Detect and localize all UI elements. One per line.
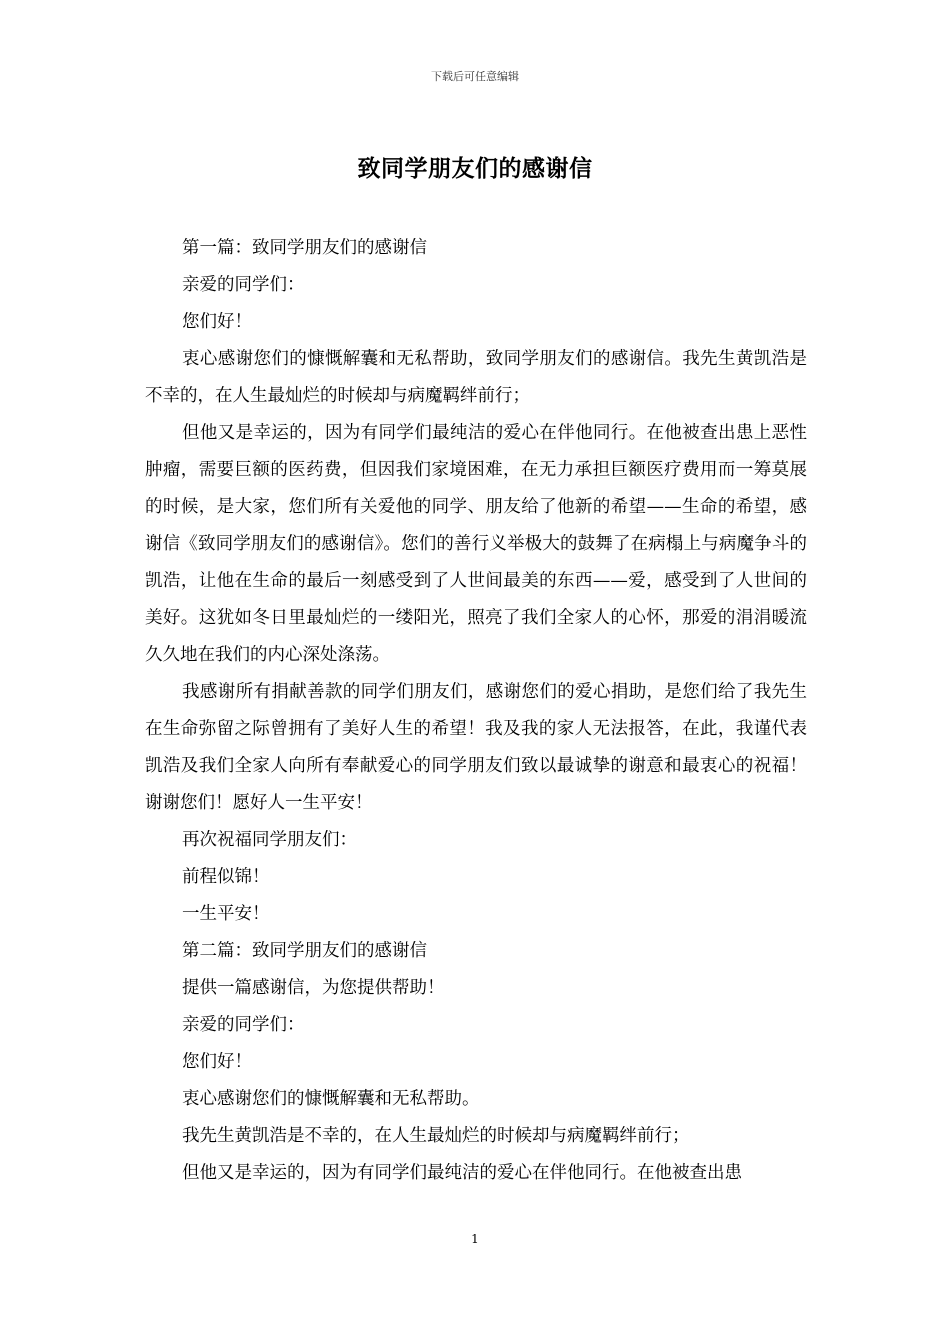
paragraph: 亲爱的同学们： (182, 1015, 305, 1035)
document-body (145, 230, 807, 1192)
paragraph: 但他又是幸运的，因为有同学们最纯洁的爱心在伴他同行。在他被查出患 (182, 1163, 742, 1183)
paragraph: 但他又是幸运的，因为有同学们最纯洁的爱心在伴他同行。在他被查出患上恶性肿瘤，需要巨额的医药费，但因我们家境困难，在无力承担巨额医疗费用而一筹莫展的时候，是大家，您们所有关爱他的同学、朋友给了他新的希望——生命的希望，感谢信《致同学朋友们的感谢信》。您们的善行义举极大的鼓舞了在病榻上与病魔争斗的凯浩，让他在生命的最后一刻感受到了人世间最美的东西——爱，感受到了人世间的美好。这犹如冬日里最灿烂的一缕阳光，照亮了我们全家人的心怀，那爱的涓涓暖流久久地在我们的内心深处涤荡。 (145, 423, 807, 665)
paragraph: 衷心感谢您们的慷慨解囊和无私帮助。 (182, 1089, 480, 1109)
paragraph: 提供一篇感谢信，为您提供帮助！ (182, 978, 445, 998)
paragraph: 我先生黄凯浩是不幸的，在人生最灿烂的时候却与病魔羁绊前行； (182, 1126, 690, 1146)
header-note: 下载后可任意编辑 (431, 70, 519, 83)
paragraph: 第二篇：致同学朋友们的感谢信 (182, 941, 427, 961)
paragraph: 衷心感谢您们的慷慨解囊和无私帮助，致同学朋友们的感谢信。我先生黄凯浩是不幸的，在人生最灿烂的时候却与病魔羁绊前行； (145, 349, 807, 406)
paragraph: 您们好！ (182, 312, 252, 332)
paragraph: 一生平安！ (182, 904, 270, 924)
paragraph: 前程似锦！ (182, 867, 270, 887)
paragraph: 亲爱的同学们： (182, 275, 305, 295)
paragraph: 再次祝福同学朋友们： (182, 830, 357, 850)
paragraph: 您们好！ (182, 1052, 252, 1072)
document-title: 致同学朋友们的感谢信 (357, 155, 593, 182)
page-number: 1 (471, 1232, 479, 1246)
paragraph: 我感谢所有捐献善款的同学们朋友们，感谢您们的爱心捐助，是您们给了我先生在生命弥留之际曾拥有了美好人生的希望！我及我的家人无法报答，在此，我谨代表凯浩及我们全家人向所有奉献爱心的同学朋友们致以最诚挚的谢意和最衷心的祝福！谢谢您们！愿好人一生平安！ (145, 682, 807, 813)
paragraph: 第一篇：致同学朋友们的感谢信 (182, 238, 427, 258)
